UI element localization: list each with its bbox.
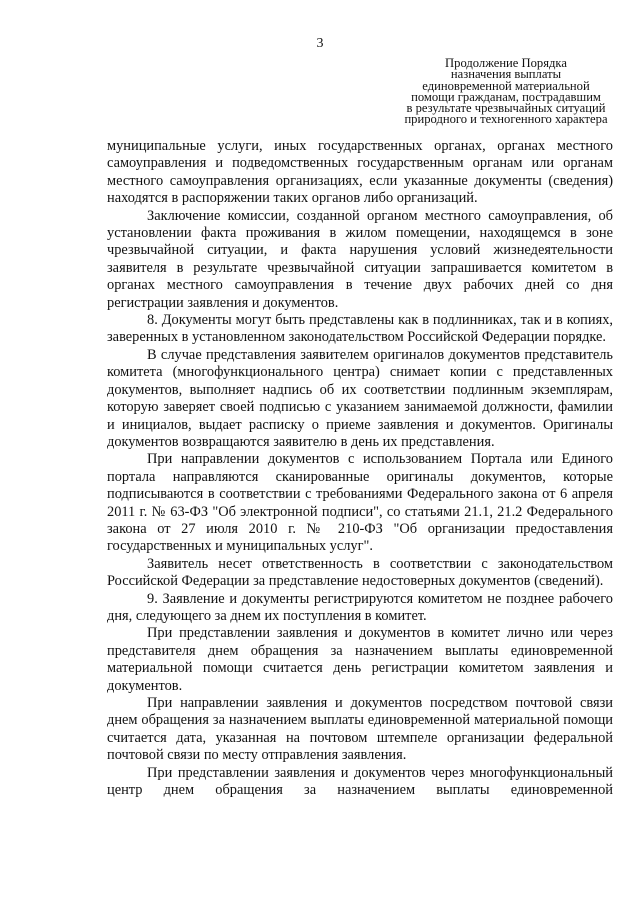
paragraph: При направлении документов с использованием Портала или Единого портала направляются сканированные оригиналы документов, которые подписываются в соответствии с требованиями Федерального закона от 6 апреля 2011 г. № 63-ФЗ "Об электронной подписи", со статьями 21.1, 21.2 Федерального закона от 27 июля 2010 г. № 210-ФЗ "Об организации предоставления государственных и муниципальных услуг". (107, 451, 613, 555)
paragraph: 9. Заявление и документы регистрируются комитетом не позднее рабочего дня, следующего за днем их поступления в комитет. (107, 590, 613, 624)
paragraph: муниципальные услуги, иных государственных органах, органах местного самоуправления и подведомственных государственным органам или органам местного самоуправления организациях, если указанные документы (сведения) находятся в распоряжении таких органов либо организаций. (107, 138, 613, 207)
paragraph: При направлении заявления и документов посредством почтовой связи днем обращения за назначением выплаты единовременной материальной помощи считается дата, указанная на почтовом штемпеле организации федеральной почтовой связи по месту отправления заявления. (107, 695, 613, 764)
paragraph: При представлении заявления и документов через многофункциональный центр днем обращения за назначением выплаты единовременной (107, 764, 613, 799)
header-line: единовременной материальной (422, 78, 590, 93)
header-line: помощи гражданам, пострадавшим (411, 89, 601, 104)
page-number: 3 (316, 36, 324, 51)
paragraph: В случае представления заявителем оригиналов документов представитель комитета (многофункционального центра) снимает копии с представленных документов, выполняет надпись об их соответствии подлинным экземплярам, которую заверяет своей подписью с указанием занимаемой должности, фамилии и инициалов, выдает расписку о приеме заявления и документов. Оригиналы документов возвращаются заявителю в день их представления. (107, 346, 613, 450)
header-line: природного и техногенного характера (404, 112, 608, 127)
paragraph: 8. Документы могут быть представлены как в подлинниках, так и в копиях, заверенных в установленном законодательством Российской Федерации порядке. (107, 312, 613, 346)
document-header (388, 58, 624, 126)
paragraph: Заявитель несет ответственность в соответствии с законодательством Российской Федерации за представление недостоверных документов (сведений). (107, 555, 613, 590)
paragraph: Заключение комиссии, созданной органом местного самоуправления, об установлении факта проживания в жилом помещении, находящемся в зоне чрезвычайной ситуации, и факта нарушения условий жизнедеятельности заявителя в результате чрезвычайной ситуации запрашивается комитетом в органах местного самоуправления в течение двух рабочих дней со дня регистрации заявления и документов. (107, 207, 613, 311)
paragraph: При представлении заявления и документов в комитет лично или через представителя днем обращения за назначением выплаты единовременной материальной помощи считается день регистрации комитетом заявления и документов. (107, 625, 613, 694)
header-line: назначения выплаты (450, 67, 562, 82)
header-line: в результате чрезвычайных ситуаций (406, 101, 606, 116)
header-line: Продолжение Порядка (445, 56, 567, 70)
document-body (107, 138, 613, 799)
